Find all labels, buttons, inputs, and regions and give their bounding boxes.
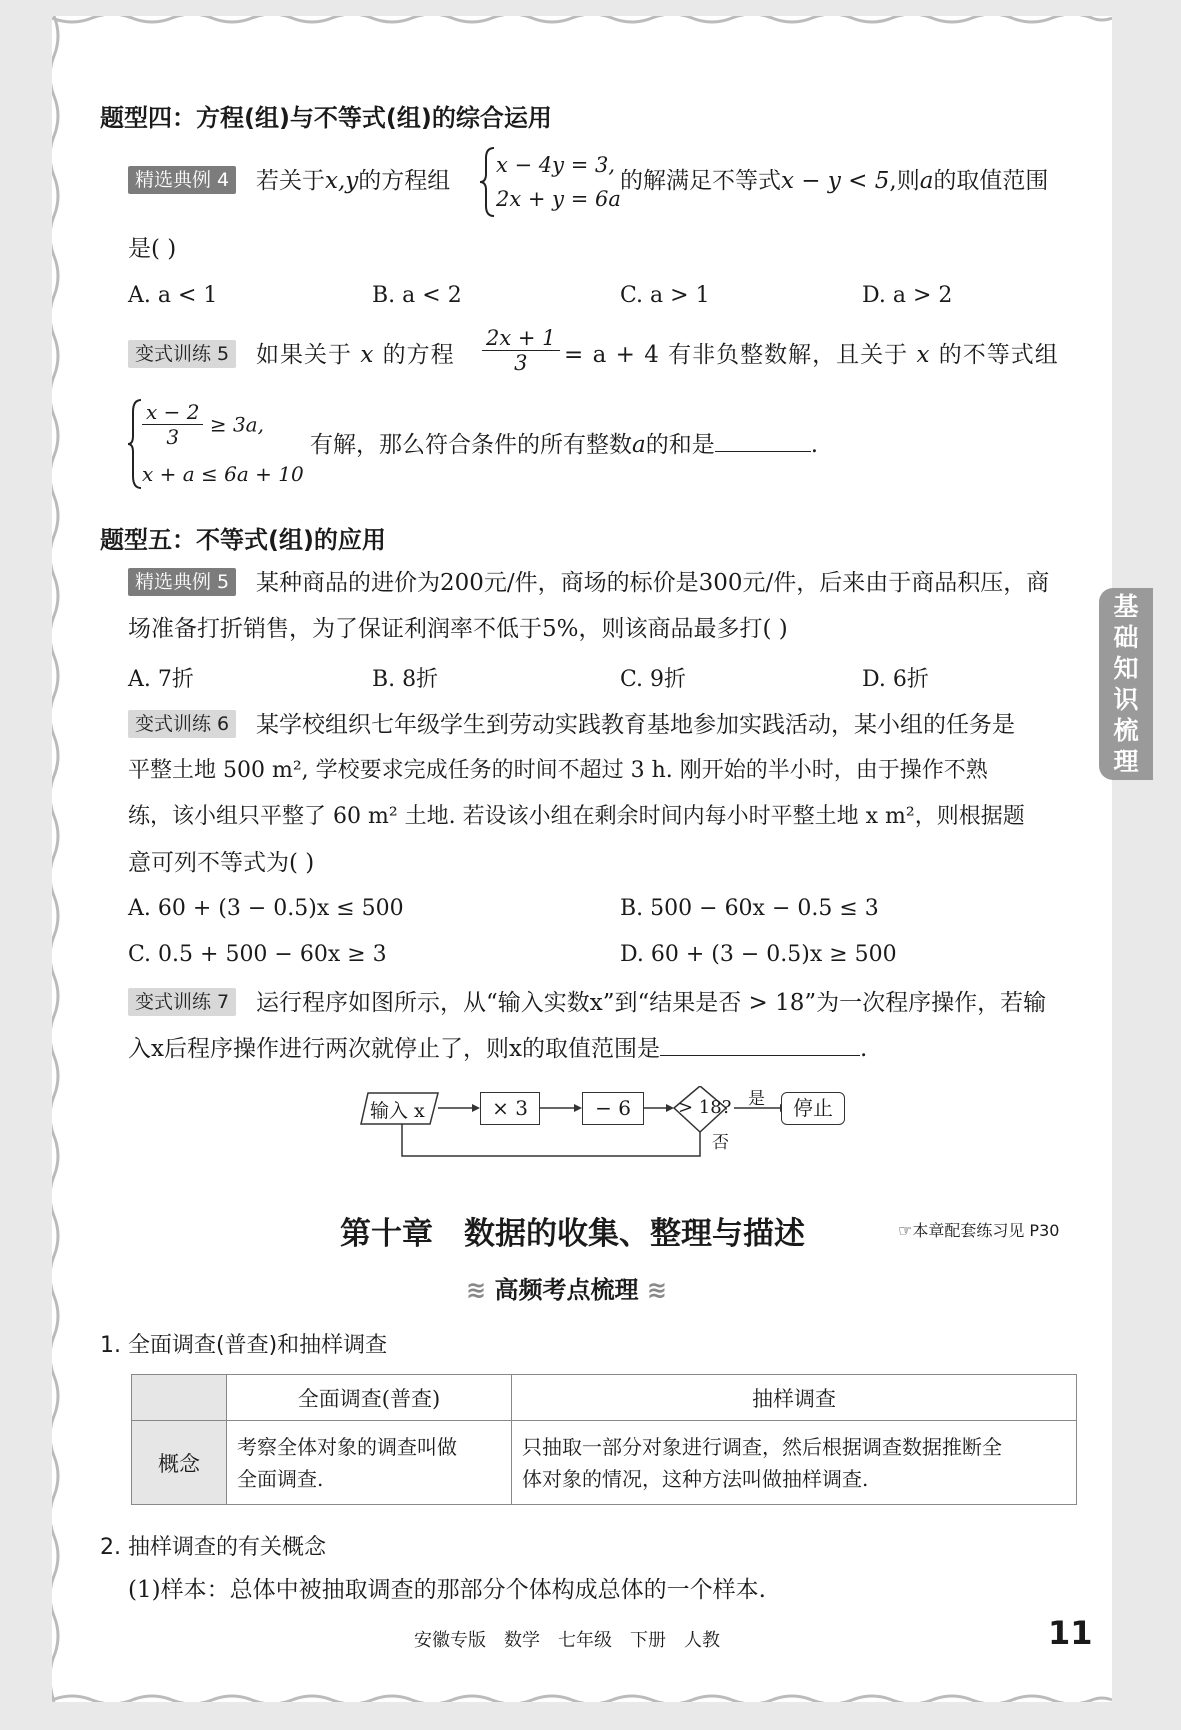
- flow-op2: − 6: [582, 1092, 644, 1125]
- part2-heading: 2. 抽样调查的有关概念: [100, 1535, 326, 1560]
- flow-yes-label: 是: [748, 1089, 765, 1109]
- example4-line2: 是( ): [128, 236, 177, 262]
- example5-tag: 精选典例 5: [128, 568, 236, 596]
- variant6-tag: 变式训练 6: [128, 710, 236, 738]
- table-header-sampling: 抽样调查: [512, 1375, 1077, 1421]
- variant6-option-b: B. 500 − 60x − 0.5 ≤ 3: [620, 896, 879, 921]
- variant6-option-c: C. 0.5 + 500 − 60x ≥ 3: [128, 942, 387, 967]
- flow-condition: > 18?: [678, 1097, 732, 1118]
- side-tab[interactable]: 基 础 知 识 梳 理: [1099, 588, 1153, 780]
- variant5-text-e: 有解，那么符合条件的所有整数a的和是 .: [310, 432, 819, 458]
- table-corner-cell: [132, 1375, 227, 1421]
- equation-system: x − 4y = 3, 2x + y = 6a: [496, 153, 621, 211]
- example5-option-a: A. 7折: [128, 667, 194, 692]
- example5-line1: 某种商品的进价为200元/件，商场的标价是300元/件，后来由于商品积压，商: [256, 570, 1050, 596]
- example5-line2: 场准备打折销售，为了保证利润率不低于5%，则该商品最多打( ): [128, 616, 788, 642]
- variant6-line3: 练，该小组只平整了 60 m² 土地. 若设该小组在剩余时间内每小时平整土地 x m²，则根据题: [128, 804, 1025, 829]
- inequality-row1: $\frac{x - 2}{3}$ ≥ 3a,: [142, 400, 264, 449]
- table-cell-sampling: 只抽取一部分对象进行调查，然后根据调查数据推断全 体对象的情况，这种方法叫做抽样调查.: [512, 1421, 1077, 1505]
- pointing-hand-icon: ☞: [898, 1221, 913, 1240]
- section5-heading: 题型五：不等式(组)的应用: [100, 526, 386, 554]
- example5-option-b: B. 8折: [372, 667, 439, 692]
- inequality-row2: x + a ≤ 6a + 10: [142, 462, 304, 486]
- footer-info: 安徽专版 数学 七年级 下册 人教: [414, 1630, 720, 1651]
- example4-text-a: 若关于x,y的方程组: [256, 168, 451, 194]
- chapter-title: 第十章 数据的收集、整理与描述: [340, 1216, 805, 1252]
- survey-table: [131, 1374, 1077, 1505]
- variant5-text-a: 如果关于 x 的方程: [256, 342, 455, 368]
- variant5-text-c: = a + 4 有非负整数解，且关于 x 的不等式组: [564, 342, 1059, 368]
- table-header-row: [132, 1375, 1077, 1421]
- chapter-note[interactable]: ☞本章配套练习见 P30: [898, 1221, 1060, 1240]
- variant6-line4: 意可列不等式为( ): [128, 850, 315, 876]
- example4-option-c: C. a > 1: [620, 283, 710, 308]
- brace-left: [478, 146, 498, 218]
- example4-option-d: D. a > 2: [862, 283, 953, 308]
- answer-blank[interactable]: [715, 451, 811, 452]
- part2-item1: (1)样本：总体中被抽取调查的那部分个体构成总体的一个样本.: [128, 1577, 766, 1603]
- variant6-line1: 某学校组织七年级学生到劳动实践教育基地参加实践活动，某小组的任务是: [256, 712, 1015, 738]
- flow-input: 输入 x: [370, 1100, 425, 1122]
- example4-text-c: 的解满足不等式x − y < 5,则a的取值范围: [620, 168, 1049, 194]
- wave-ornament-icon: ≋: [466, 1276, 487, 1304]
- table-header-census: 全面调查(普查): [227, 1375, 512, 1421]
- variant5-fraction: $\frac{2x + 1}{3}$: [482, 326, 560, 375]
- variant6-line2: 平整土地 500 m², 学校要求完成任务的时间不超过 3 h. 刚开始的半小时，由于操作不熟: [128, 758, 988, 783]
- section4-heading: 题型四：方程(组)与不等式(组)的综合运用: [100, 104, 552, 132]
- variant6-option-d: D. 60 + (3 − 0.5)x ≥ 500: [620, 942, 897, 967]
- example4-tag: 精选典例 4: [128, 166, 236, 194]
- flow-no-label: 否: [712, 1133, 729, 1153]
- variant7-line2: 入x后程序操作进行两次就停止了，则x的取值范围是 .: [128, 1036, 868, 1062]
- table-row: [132, 1421, 1077, 1505]
- example5-option-d: D. 6折: [862, 667, 929, 692]
- flow-op1: × 3: [480, 1092, 540, 1125]
- page-number: 11: [1048, 1614, 1093, 1652]
- example4-option-b: B. a < 2: [372, 283, 462, 308]
- example5-option-c: C. 9折: [620, 667, 687, 692]
- table-row-label: 概念: [132, 1421, 227, 1505]
- example4-option-a: A. a < 1: [128, 283, 218, 308]
- variant5-tag: 变式训练 5: [128, 340, 236, 368]
- variant7-line1: 运行程序如图所示，从“输入实数x”到“结果是否 > 18”为一次程序操作，若输: [256, 990, 1047, 1016]
- flow-stop: 停止: [781, 1092, 845, 1125]
- answer-blank[interactable]: [660, 1055, 860, 1056]
- wave-ornament-icon: ≋: [646, 1276, 667, 1304]
- variant6-option-a: A. 60 + (3 − 0.5)x ≤ 500: [128, 896, 404, 921]
- chapter-subtitle: ≋ 高频考点梳理 ≋: [466, 1276, 667, 1304]
- part1-heading: 1. 全面调查(普查)和抽样调查: [100, 1333, 388, 1358]
- table-cell-census: 考察全体对象的调查叫做 全面调查.: [227, 1421, 512, 1505]
- variant7-tag: 变式训练 7: [128, 988, 236, 1016]
